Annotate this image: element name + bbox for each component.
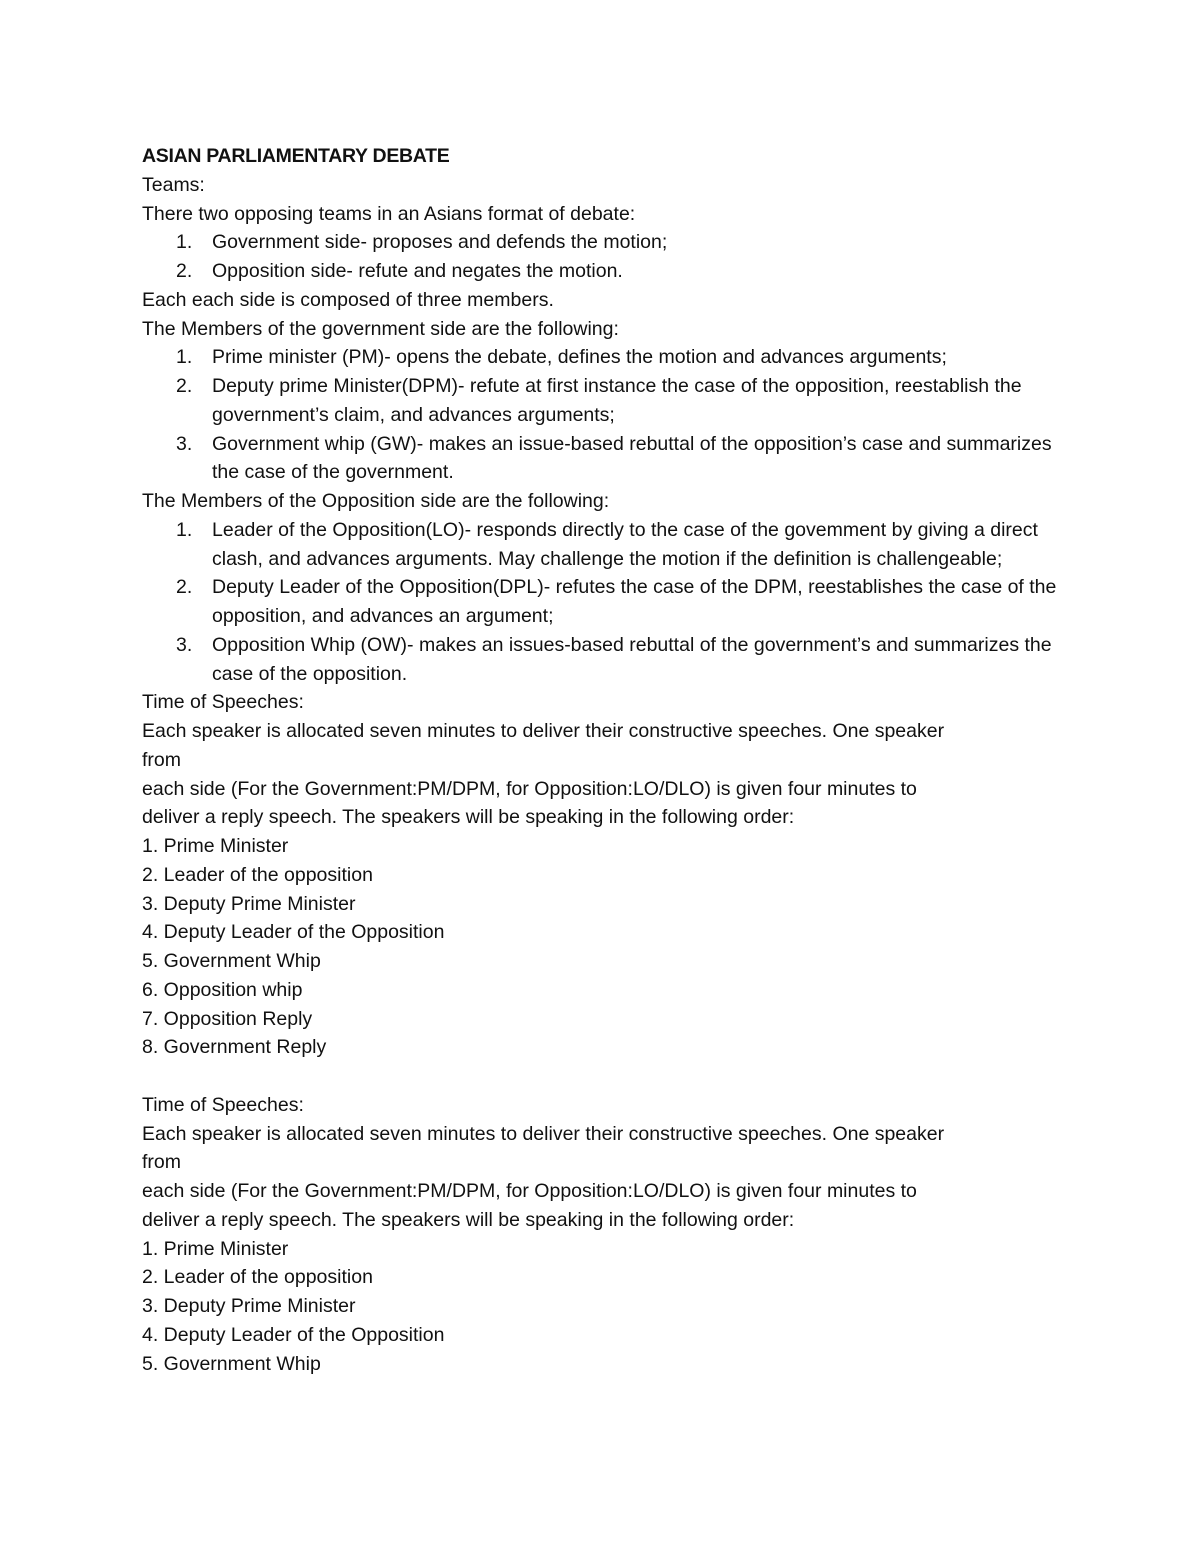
list-item <box>142 257 1062 286</box>
composition-text: Each each side is composed of three members. <box>142 288 554 311</box>
gov-members-list <box>142 343 1062 487</box>
list-marker: 3. <box>176 633 193 656</box>
speaker-order-item: 8. Government Reply <box>142 1036 327 1059</box>
list-item-text: Deputy prime Minister(DPM)- refute at first instance the case of the opposition, reestablish the government’s claim, and advances arguments; <box>212 375 1022 426</box>
list-marker: 1. <box>176 231 193 254</box>
time-paragraph-line: from <box>142 1151 181 1174</box>
speaker-order-item: 4. Deputy Leader of the Opposition <box>142 1323 445 1346</box>
list-item <box>142 631 1062 689</box>
speaker-order-item: 5. Government Whip <box>142 950 321 972</box>
document-page <box>142 142 1062 1378</box>
opp-heading: The Members of the Opposition side are the following: <box>142 490 610 512</box>
list-item-text: Opposition Whip (OW)- makes an issues-based rebuttal of the government’s and summarizes the case of the opposition. <box>212 633 1052 685</box>
list-marker: 2. <box>176 576 193 599</box>
list-item-text: Leader of the Opposition(LO)- responds directly to the case of the govemment by giving a direct clash, and advances arguments. May challenge the motion if the definition is challengeable; <box>212 518 1038 570</box>
time-paragraph-line: Each speaker is allocated seven minutes to deliver their constructive speeches. One speaker <box>142 1122 945 1145</box>
list-item-text: Prime minister (PM)- opens the debate, defines the motion and advances arguments; <box>212 346 947 369</box>
list-marker: 1. <box>176 518 193 541</box>
time-paragraph-line: deliver a reply speech. The speakers will be speaking in the following order: <box>142 806 795 829</box>
time-paragraph-line: each side (For the Government:PM/DPM, for Opposition:LO/DLO) is given four minutes to <box>142 777 917 800</box>
list-item <box>142 516 1062 574</box>
speaker-order-item: 3. Deputy Prime Minister <box>142 892 356 915</box>
time-heading: Time of Speeches: <box>142 1093 304 1116</box>
teams-intro: There two opposing teams in an Asians format of debate: <box>142 202 636 225</box>
list-item-text: Deputy Leader of the Opposition(DPL)- refutes the case of the DPM, reestablishes the case of the opposition, and advances an argument; <box>212 576 1057 627</box>
speaker-order-item: 5. Government Whip <box>142 1352 321 1375</box>
time-paragraph-line: Each speaker is allocated seven minutes to deliver their constructive speeches. One speaker <box>142 720 945 742</box>
speaker-order-item: 1. Prime Minister <box>142 1237 289 1260</box>
list-marker: 3. <box>176 432 193 455</box>
list-item <box>142 228 1062 257</box>
list-item-text: Government whip (GW)- makes an issue-based rebuttal of the opposition’s case and summarizes the case of the government. <box>212 432 1052 484</box>
speaker-order-item: 2. Leader of the opposition <box>142 863 373 886</box>
speaker-order-item: 7. Opposition Reply <box>142 1007 313 1030</box>
document-title: ASIAN PARLIAMENTARY DEBATE <box>142 145 450 167</box>
speaker-order-item: 1. Prime Minister <box>142 835 289 857</box>
list-item <box>142 343 1062 372</box>
time-paragraph-line: from <box>142 748 181 771</box>
speaker-order-item: 4. Deputy Leader of the Opposition <box>142 921 445 944</box>
list-item <box>142 372 1062 430</box>
time-section <box>142 688 1062 1062</box>
speaker-order-item: 3. Deputy Prime Minister <box>142 1295 356 1317</box>
list-item-text: Opposition side- refute and negates the motion. <box>212 260 623 282</box>
list-item <box>142 573 1062 631</box>
teams-list <box>142 228 1062 286</box>
teams-heading: Teams: <box>142 173 205 196</box>
list-item <box>142 430 1062 488</box>
list-marker: 1. <box>176 346 193 369</box>
gov-heading: The Members of the government side are the following: <box>142 317 619 340</box>
blank-line <box>142 1062 1062 1091</box>
list-marker: 2. <box>176 375 193 397</box>
time-paragraph-line: each side (For the Government:PM/DPM, for Opposition:LO/DLO) is given four minutes to <box>142 1180 917 1202</box>
time-heading: Time of Speeches: <box>142 691 304 714</box>
time-section <box>142 1091 1062 1379</box>
speaker-order-item: 6. Opposition whip <box>142 978 303 1001</box>
time-paragraph-line: deliver a reply speech. The speakers will be speaking in the following order: <box>142 1208 795 1231</box>
list-item-text: Government side- proposes and defends the motion; <box>212 231 668 254</box>
opp-members-list <box>142 516 1062 689</box>
speaker-order-item: 2. Leader of the opposition <box>142 1266 373 1289</box>
list-marker: 2. <box>176 260 193 282</box>
